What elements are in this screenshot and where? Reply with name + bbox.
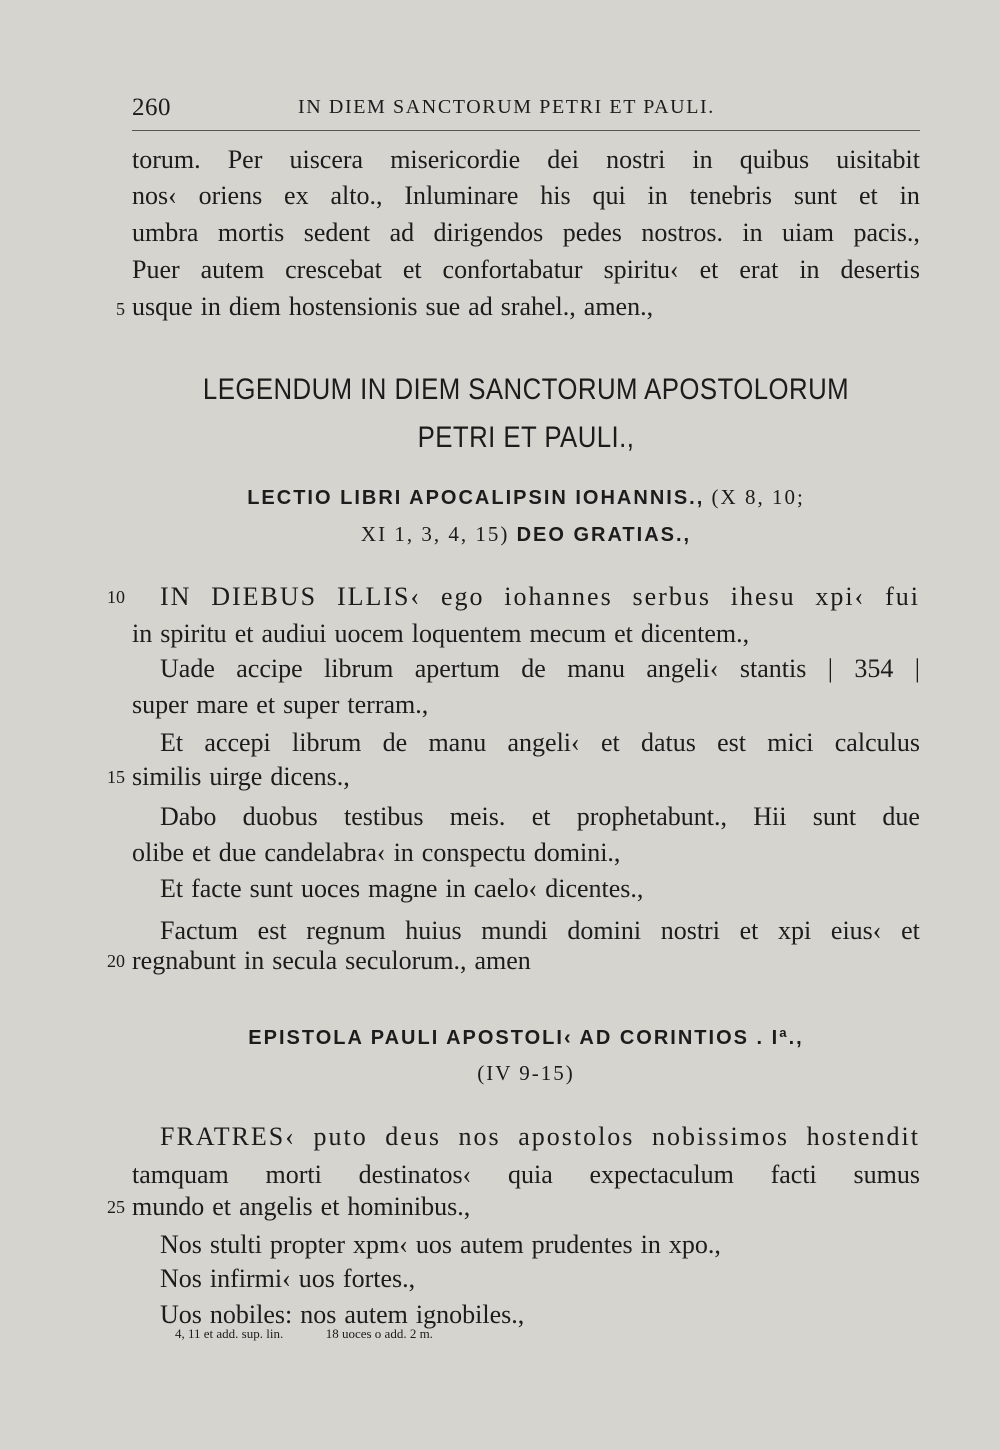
line-number: 15 (107, 767, 125, 787)
text-line: Uos nobiles: nos autem ignobiles., (160, 1300, 525, 1329)
text-line: tamquam morti destinatos‹ quia expectaculum facti sumus (132, 1160, 920, 1189)
text-line: umbra mortis sedent ad dirigendos pedes nostros. in uiam pacis., (132, 218, 920, 247)
text-line: torum. Per uiscera misericordie dei nostri in quibus uisitabit (132, 145, 920, 174)
text-line: Factum est regnum huius mundi domini nostri et xpi eius‹ et (160, 916, 920, 945)
text-line: FRATRES‹ puto deus nos apostolos nobissimos hostendit (160, 1122, 920, 1151)
lectio-title: DEO GRATIAS., (516, 524, 692, 546)
text-line: Nos stulti propter xpm‹ uos autem prudentes in xpo., (160, 1230, 721, 1259)
epistola-title: EPISTOLA PAULI APOSTOLI‹ AD CORINTIOS . Iª., (248, 1027, 804, 1049)
text-line: Nos infirmi‹ uos fortes., (160, 1264, 416, 1293)
text-line: Et facte sunt uoces magne in caelo‹ dicentes., (160, 874, 644, 903)
page-number: 260 (132, 94, 171, 121)
section-heading: LEGENDUM IN DIEM SANCTORUM APOSTOLORUM (202, 373, 850, 406)
lectio-heading (132, 480, 920, 515)
text-line: Et accepi librum de manu angeli‹ et datus est mici calculus (160, 728, 920, 757)
footnotes (175, 1326, 433, 1342)
line-number: 25 (107, 1197, 125, 1217)
text-line: super mare et super terram., (132, 690, 429, 719)
text-line: similis uirge dicens., (132, 762, 350, 791)
header-rule (132, 130, 920, 131)
lectio-ref: (X 8, 10; (711, 485, 805, 509)
lectio-heading (132, 517, 920, 552)
line-number: 20 (107, 951, 125, 971)
line-number: 5 (116, 299, 125, 319)
text-line: mundo et angelis et hominibus., (132, 1192, 471, 1221)
running-title: IN DIEM SANCTORUM PETRI ET PAULI. (298, 96, 715, 118)
text-line: IN DIEBUS ILLIS‹ ego iohannes serbus ihesu xpi‹ fui (160, 582, 920, 611)
epistola-heading (132, 1020, 920, 1055)
text-line: nos‹ oriens ex alto., Inluminare his qui in tenebris sunt et in (132, 181, 920, 210)
footnote: 18 uoces o add. 2 m. (325, 1326, 433, 1341)
line-number: 10 (107, 587, 125, 607)
text-line: olibe et due candelabra‹ in conspectu domini., (132, 838, 621, 867)
text-line: Puer autem crescebat et confortabatur spiritu‹ et erat in desertis (132, 255, 920, 284)
lectio-title: LECTIO LIBRI APOCALIPSIN IOHANNIS., (247, 487, 705, 509)
text-line: regnabunt in secula seculorum., amen (132, 946, 531, 975)
text-line: usque in diem hostensionis sue ad srahel., amen., (132, 292, 654, 321)
text-line: in spiritu et audiui uocem loquentem mecum et dicentem., (132, 619, 750, 648)
text-line: Dabo duobus testibus meis. et prophetabunt., Hii sunt due (160, 802, 920, 831)
lectio-ref: XI 1, 3, 4, 15) (360, 522, 510, 546)
text-line: Uade accipe librum apertum de manu angeli‹ stantis | 354 | (160, 654, 920, 683)
footnote: 4, 11 et add. sup. lin. (175, 1326, 284, 1341)
section-heading: PETRI ET PAULI., (417, 421, 635, 454)
epistola-ref: (IV 9-15) (477, 1061, 575, 1085)
